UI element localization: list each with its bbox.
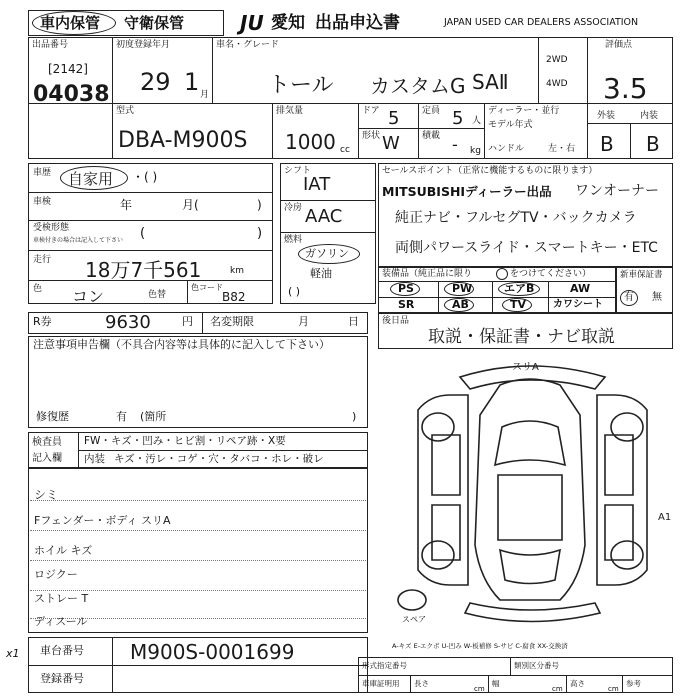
load-unit: kg [470, 146, 481, 156]
registration-month-unit: 月 [200, 90, 210, 100]
diagram-spare-label: スペア [402, 615, 426, 624]
displacement-value: 1000 [285, 130, 336, 154]
load-value: - [452, 135, 458, 154]
color-code-label: 色コード [191, 283, 223, 292]
car-grade: カスタムG [370, 74, 466, 98]
drive-2wd: 2WD [546, 55, 568, 65]
color-value: コン [72, 287, 105, 306]
history-paren: ・( ) [132, 170, 158, 184]
score-label: 評価点 [605, 40, 633, 50]
inspector-note-5: ストレー T [34, 592, 89, 605]
color-code: B82 [222, 290, 246, 304]
shaken-month: 月( [182, 198, 199, 212]
footer-r2c3: 幅 [492, 679, 500, 688]
model-value: DBA-M900S [118, 128, 248, 153]
aircon-value: AAC [305, 206, 343, 227]
equip-tv-circle [502, 298, 532, 312]
inspector-note-1: シミ [34, 488, 59, 502]
shape-label: 形状 [362, 131, 381, 141]
org-name: 愛知 [271, 13, 305, 33]
shift-value: IAT [303, 174, 331, 195]
color-label: 色 [33, 284, 43, 294]
warranty-yes: 有 [624, 292, 634, 303]
footer-r1c1: 形式指定番号 [362, 661, 407, 670]
inspector-note-4: ロジクー [34, 568, 78, 581]
sales-line3: 両側パワースライド・スマートキー・ETC [395, 240, 658, 256]
equip-ab: AB [452, 298, 469, 311]
storage-stamp: 車内保管 [40, 14, 101, 32]
score-ext: B [600, 132, 614, 156]
handle-options: 左・右 [548, 144, 576, 154]
score-int: B [646, 132, 660, 156]
form-title: 出品申込書 [315, 13, 400, 33]
model-label: 型式 [116, 106, 135, 116]
notes-label: 注意事項申告欄（不具合内容等は具体的に記入して下さい） [33, 338, 330, 351]
car-damage-diagram [390, 355, 675, 655]
inspector-note-2: Fフェンダー・ボディ スリA [34, 514, 171, 527]
shaken-label: 車検 [33, 197, 52, 207]
doors-value: 5 [388, 108, 400, 129]
capacity-value: 5 [452, 108, 464, 129]
equip-ps: PS [398, 282, 414, 295]
diagram-top-label: スリA [512, 362, 539, 373]
sales-brand: MITSUBISHIディーラー出品 [382, 184, 552, 199]
documents-label: 後日品 [382, 316, 410, 326]
equip-leather: カワシート [553, 299, 603, 310]
footer-r1c2: 類別区分番号 [514, 661, 559, 670]
recycle-unit: 円 [182, 315, 193, 328]
score-int-label: 内装 [640, 111, 659, 121]
repair-label: 修復歴 [36, 410, 69, 423]
footer-cm-3: cm [608, 685, 619, 693]
footer-r2c4: 高さ [570, 679, 585, 688]
handle-label: ハンドル [488, 144, 525, 154]
guard-stamp: 守衛保管 [124, 14, 185, 32]
equip-airbag: エアB [504, 282, 535, 295]
chassis-label: 車台番号 [40, 644, 84, 657]
footer-cm-2: cm [552, 685, 563, 693]
equip-pw: PW [452, 282, 473, 295]
equipment-label: 装備品（純正品に限り [382, 269, 473, 279]
registration-month: 1 [184, 68, 200, 96]
equipment-mark-circle [496, 268, 508, 280]
equip-tv: TV [510, 298, 527, 311]
name-change-month: 月 [298, 315, 309, 328]
doors-label: ドア [362, 106, 380, 116]
equip-ab-circle [444, 298, 474, 312]
registration-label: 初度登録年月 [116, 40, 171, 50]
mileage-value: 18万7千561 [85, 258, 202, 282]
capacity-unit: 人 [472, 116, 482, 126]
equipment-label-2: をつけてください） [510, 269, 592, 279]
warranty-no: 無 [652, 292, 662, 303]
inspector-note-3: ホイル キズ [34, 544, 93, 557]
model-year-label: モデル年式 [488, 120, 533, 130]
shaken-close: ) [257, 198, 262, 212]
inspector-note-6: ディスール [34, 615, 88, 628]
mileage-unit: km [230, 266, 244, 276]
footer-r2c5: 参考 [626, 679, 641, 688]
shift-label: シフト [284, 166, 312, 176]
lot-sub-number: [2142] [48, 62, 88, 76]
fuel-label: 燃料 [284, 235, 303, 245]
color-trade-label: 色替 [148, 290, 167, 300]
mileage-label: 走行 [33, 255, 52, 265]
shape-value: W [382, 133, 400, 154]
capacity-label: 定員 [422, 106, 441, 116]
sales-points-label: セールスポイント（正常に機能するものに限ります） [382, 166, 598, 176]
chassis-value: M900S-0001699 [130, 640, 295, 664]
equip-pw-circle [444, 282, 474, 296]
association-name: JAPAN USED CAR DEALERS ASSOCIATION [444, 17, 639, 28]
dealer-label: ディーラー・並行 [488, 106, 560, 116]
drive-4wd: 4WD [546, 79, 568, 89]
inspector-interior: 内装 [84, 453, 105, 465]
accept-paren-open: ( [140, 226, 146, 241]
car-grade-suffix: SAⅡ [472, 70, 509, 94]
car-name: トール [268, 73, 334, 98]
fuel-paren: ( ) [288, 285, 301, 298]
margin-mark: x1 [6, 647, 20, 660]
footer-r2c2: 長さ [414, 679, 429, 688]
inspector-entry-label: 記入欄 [32, 453, 62, 464]
fuel-gas: ガソリン [305, 247, 349, 260]
recycle-label: R券 [33, 315, 52, 328]
diagram-legend: A-キズ E-エクボ U-凹み W-板補修 S-サビ C-腐食 XX-交換済 [392, 642, 568, 650]
load-label: 積載 [422, 131, 441, 141]
score-value: 3.5 [603, 72, 648, 105]
footer-cm-1: cm [474, 685, 485, 693]
warranty-label: 新車保証書 [620, 270, 663, 280]
logo-ju: JU [240, 11, 264, 35]
diagram-side-label: A1 [658, 512, 672, 523]
registration-year: 29 [140, 68, 171, 96]
score-ext-label: 外装 [597, 111, 616, 121]
lot-label: 出品番号 [32, 40, 69, 50]
equip-sr: SR [398, 298, 415, 311]
history-value: 自家用 [68, 170, 114, 188]
reg-number-label: 登録番号 [40, 672, 84, 685]
name-change-label: 名変期限 [210, 315, 254, 328]
footer-r2c1: 車庫証明用 [362, 679, 400, 688]
history-label: 車歴 [33, 168, 52, 178]
equip-airbag-circle [498, 282, 540, 296]
recycle-value: 9630 [105, 312, 151, 333]
documents-value: 取説・保証書・ナビ取説 [428, 327, 615, 347]
sales-line1: ワンオーナー [575, 183, 659, 199]
inspector-label: 検査員 [32, 437, 62, 448]
displacement-unit: cc [340, 145, 350, 155]
aircon-label: 冷房 [284, 203, 303, 213]
inspector-line2: キズ・汚レ・コゲ・穴・タバコ・ホレ・破レ [114, 453, 324, 465]
accept-note: 車検付きの場合は記入して下さい [33, 237, 124, 244]
accept-label: 受検形態 [33, 223, 70, 233]
sales-line2: 純正ナビ・フルセグTV・バックカメラ [395, 210, 637, 226]
recycle-box [28, 312, 368, 334]
name-change-day: 日 [348, 315, 359, 328]
repair-place: (箇所 [140, 410, 167, 423]
repair-close: ) [352, 410, 357, 423]
car-name-label: 車名・グレード [216, 40, 280, 50]
shaken-year: 年 [120, 198, 133, 212]
lot-number: 04038 [33, 82, 110, 107]
fuel-diesel: 軽油 [310, 267, 332, 280]
accept-paren-close: ) [257, 226, 263, 241]
displacement-label: 排気量 [276, 106, 304, 116]
equip-ps-circle [390, 282, 420, 296]
equip-aw: AW [570, 282, 591, 295]
inspector-line1: FW・キズ・凹み・ヒビ割・リペア跡・X要 [84, 435, 286, 447]
repair-value: 有 [116, 410, 127, 423]
